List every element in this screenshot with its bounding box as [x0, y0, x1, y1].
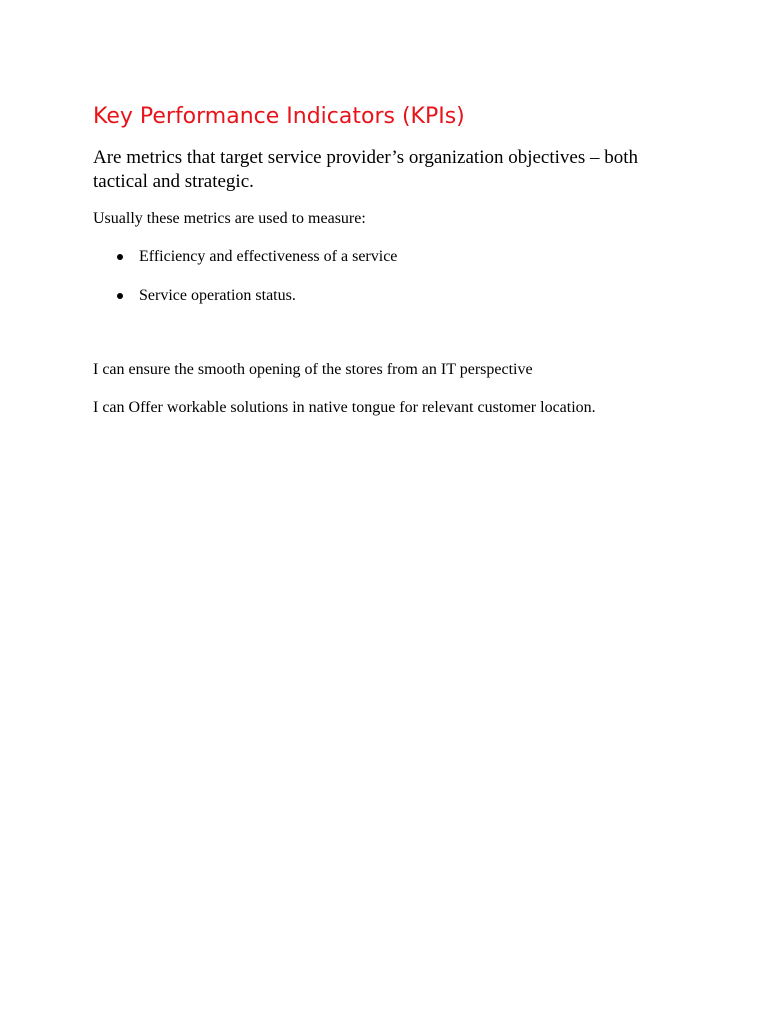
usage-lead-paragraph: Usually these metrics are used to measure:	[93, 210, 366, 227]
intro-paragraph: Are metrics that target service provider’s organization objectives – both tactical and strategic.	[93, 147, 639, 192]
list-item	[93, 284, 397, 308]
statement-paragraph: I can ensure the smooth opening of the stores from an IT perspective	[93, 361, 533, 378]
list-item	[93, 245, 397, 269]
bullet-icon	[117, 293, 123, 299]
list-item-text: Service operation status.	[139, 287, 296, 304]
list-item-text: Efficiency and effectiveness of a service	[139, 248, 398, 265]
page-title: Key Performance Indicators (KPIs)	[93, 104, 465, 129]
bullet-icon	[117, 254, 123, 260]
metrics-bullet-list	[93, 245, 397, 323]
statement-paragraph: I can Offer workable solutions in native tongue for relevant customer location.	[93, 399, 596, 416]
